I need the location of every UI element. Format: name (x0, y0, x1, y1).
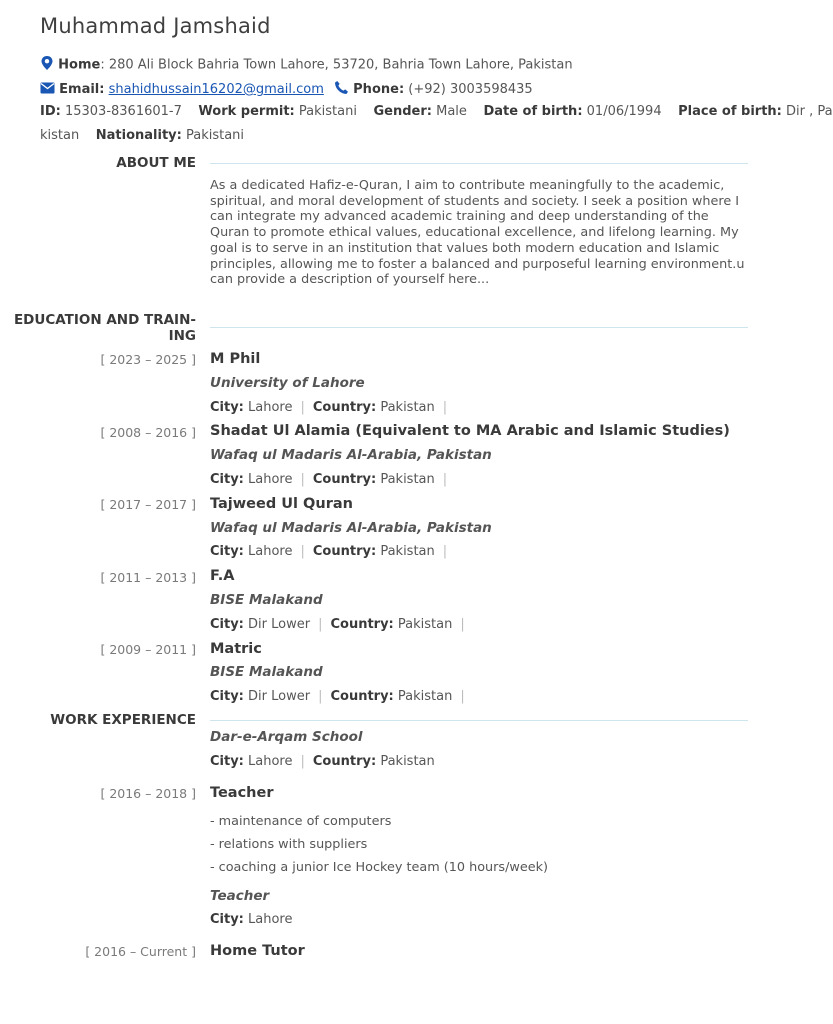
separator: | (300, 544, 305, 559)
about-divider (210, 163, 748, 164)
gender-value: Male (436, 104, 467, 119)
country-label: Country: (312, 754, 377, 769)
country-label: Country: (330, 617, 394, 632)
separator: | (300, 472, 305, 487)
phone-icon (334, 80, 349, 99)
job-dates: [ 2016 – Current ] (85, 944, 196, 959)
work-permit-label: Work permit: (198, 104, 295, 119)
separator: | (442, 544, 448, 559)
country-value: Pakistan (380, 400, 435, 415)
education-dates: [ 2017 – 2017 ] (100, 497, 196, 512)
education-title: Tajweed Ul Quran (210, 496, 353, 512)
city-label: City: (210, 544, 244, 559)
education-institution: BISE Malakand (210, 592, 323, 608)
employer-location (210, 754, 435, 769)
employer-location (210, 912, 293, 927)
separator: | (460, 689, 465, 704)
about-section-title: ABOUT ME (116, 155, 196, 171)
country-value: Pakistan (380, 472, 435, 487)
city-value: Lahore (248, 400, 293, 415)
city-value: Lahore (248, 472, 293, 487)
education-location (210, 544, 455, 559)
separator: | (318, 617, 323, 632)
country-label: Country: (312, 544, 377, 559)
phone-label: Phone: (353, 82, 405, 97)
envelope-icon (40, 82, 55, 98)
city-label: City: (210, 912, 244, 927)
education-title-line-2: ING (168, 328, 196, 344)
personal-info-line (40, 104, 833, 119)
dob-value: 01/06/1994 (586, 104, 662, 119)
job-duty-item: - relations with suppliers (210, 837, 368, 852)
email-label: Email: (59, 82, 105, 97)
work-section-title: WORK EXPERIENCE (50, 712, 196, 728)
job-dates: [ 2016 – 2018 ] (100, 786, 196, 801)
education-dates: [ 2009 – 2011 ] (100, 642, 196, 657)
job-duty-item: - coaching a junior Ice Hockey team (10 hours/week) (210, 860, 549, 875)
education-dates: [ 2023 – 2025 ] (100, 352, 196, 367)
about-text: As a dedicated Hafiz-e-Quran, I aim to contribute meaningfully to the academic, spiritual, and moral development of students and society. I seek a position where I can integrate my advanced academic training and deep understanding of the Quran to promote ethical values, educational excellence, and lifelong learning. My goal is to serve in an institution that values both modern education and Islamic principles, allowing me to foster a balanced and purposeful learning environment.u can provide a description of yourself here... (210, 178, 745, 288)
nationality-label: Nationality: (95, 128, 182, 143)
nationality-line (40, 128, 244, 143)
education-dates: [ 2008 – 2016 ] (100, 425, 196, 440)
education-title: Shadat Ul Alamia (Equivalent to MA Arabic and Islamic Studies) (210, 423, 730, 439)
job-title: Home Tutor (210, 943, 305, 959)
education-institution: BISE Malakand (210, 664, 323, 680)
cv-name: Muhammad Jamshaid (40, 14, 271, 38)
city-label: City: (210, 472, 244, 487)
separator: | (460, 617, 465, 632)
city-label: City: (210, 617, 244, 632)
pob-value: Dir , Pa (786, 104, 833, 119)
pob-label: Place of birth: (678, 104, 782, 119)
city-value: Lahore (248, 754, 293, 769)
work-divider (210, 720, 748, 721)
employer-name: Teacher (210, 888, 270, 904)
home-label: Home (58, 57, 101, 73)
education-section-title (0, 312, 196, 344)
job-duty-item: - maintenance of computers (210, 814, 392, 829)
location-pin-icon (40, 55, 54, 75)
education-title: F.A (210, 568, 235, 584)
separator: | (300, 400, 305, 415)
home-address-line (40, 55, 573, 75)
employer-name: Dar-e-Arqam School (210, 729, 363, 745)
separator: | (442, 400, 448, 415)
country-label: Country: (312, 400, 377, 415)
country-value: Pakistan (380, 754, 435, 769)
pob-value-continued: kistan (40, 128, 80, 143)
nationality-value: Pakistani (185, 128, 245, 143)
city-label: City: (210, 400, 244, 415)
dob-label: Date of birth: (483, 104, 583, 119)
country-label: Country: (312, 472, 377, 487)
separator: | (318, 689, 323, 704)
work-permit-value: Pakistani (298, 104, 357, 119)
education-institution: Wafaq ul Madaris Al-Arabia, Pakistan (210, 520, 492, 536)
city-value: Dir Lower (248, 617, 311, 632)
education-dates: [ 2011 – 2013 ] (100, 570, 196, 585)
education-divider (210, 327, 748, 328)
contact-line (40, 80, 533, 99)
separator: | (300, 754, 305, 769)
home-value: : 280 Ali Block Bahria Town Lahore, 53720, Bahria Town Lahore, Pakistan (100, 57, 573, 73)
education-institution: Wafaq ul Madaris Al-Arabia, Pakistan (210, 447, 492, 463)
education-location (210, 400, 455, 415)
country-value: Pakistan (380, 544, 435, 559)
city-value: Lahore (248, 912, 293, 927)
id-value: 15303-8361601-7 (64, 104, 182, 119)
email-link[interactable]: shahidhussain16202@gmail.com (108, 82, 324, 97)
city-value: Lahore (248, 544, 293, 559)
separator: | (442, 472, 448, 487)
education-location (210, 472, 455, 487)
city-label: City: (210, 754, 244, 769)
education-title-line-1: EDUCATION AND TRAIN- (13, 312, 196, 328)
education-location (210, 617, 473, 632)
education-title: M Phil (210, 351, 261, 367)
city-label: City: (210, 689, 244, 704)
country-value: Pakistan (397, 617, 453, 632)
phone-value: (+92) 3003598435 (408, 82, 533, 97)
education-location (210, 689, 473, 704)
id-label: ID: (40, 104, 61, 119)
country-value: Pakistan (397, 689, 453, 704)
education-institution: University of Lahore (210, 375, 365, 391)
job-title: Teacher (210, 785, 274, 801)
city-value: Dir Lower (248, 689, 311, 704)
gender-label: Gender: (373, 104, 432, 119)
education-title: Matric (210, 641, 262, 657)
country-label: Country: (330, 689, 394, 704)
